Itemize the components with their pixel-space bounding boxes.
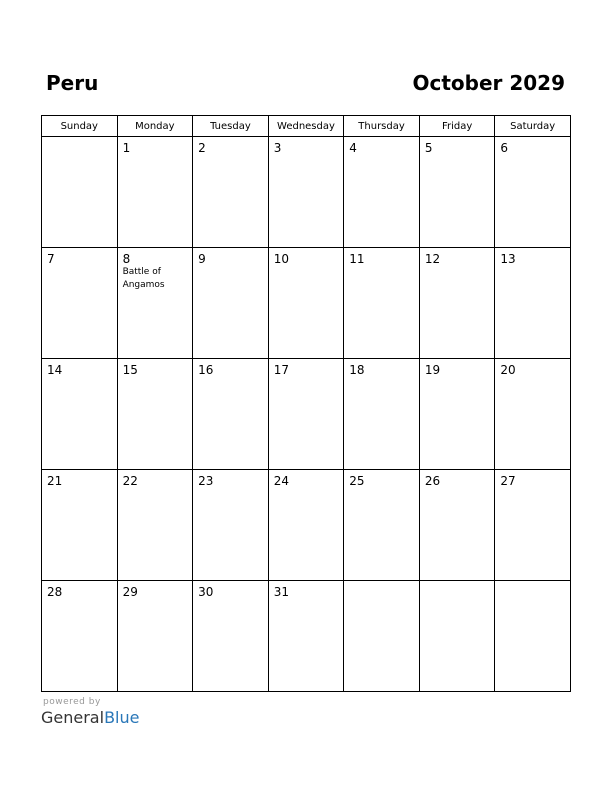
- day-number: 15: [122, 363, 138, 377]
- weekday-header: Friday: [419, 116, 495, 137]
- day-cell: [344, 581, 420, 692]
- day-cell: [117, 359, 193, 470]
- brand-part-general: General: [41, 708, 105, 727]
- weekday-header: Monday: [117, 116, 193, 137]
- week-row: [42, 470, 571, 581]
- day-cell: [344, 359, 420, 470]
- day-number: 16: [198, 363, 214, 377]
- day-cell: [419, 248, 495, 359]
- week-row: [42, 248, 571, 359]
- week-row: [42, 137, 571, 248]
- day-cell: [42, 137, 118, 248]
- day-number: 23: [198, 474, 214, 488]
- day-cell: [495, 248, 571, 359]
- day-number: 27: [500, 474, 516, 488]
- day-number: 1: [122, 141, 131, 155]
- day-number: 19: [424, 363, 441, 377]
- weekday-header: Saturday: [495, 116, 571, 137]
- day-number: 29: [122, 585, 138, 599]
- day-cell: [419, 137, 495, 248]
- day-cell: [268, 248, 344, 359]
- day-cell: [42, 581, 118, 692]
- day-cell: [117, 248, 193, 359]
- day-number: 20: [500, 363, 516, 377]
- day-cell: [495, 359, 571, 470]
- day-cell: [268, 581, 344, 692]
- day-number: 7: [47, 252, 55, 266]
- day-cell: [419, 470, 495, 581]
- week-row: [42, 581, 571, 692]
- calendar-body: [42, 137, 571, 692]
- month-title: October 2029: [412, 71, 565, 95]
- country-title: Peru: [46, 71, 99, 95]
- day-cell: [117, 470, 193, 581]
- day-number: 28: [47, 585, 63, 599]
- day-number: 24: [273, 474, 289, 488]
- day-number: 25: [349, 474, 365, 488]
- day-cell: [495, 581, 571, 692]
- day-number: 30: [198, 585, 214, 599]
- day-number: 6: [500, 141, 509, 155]
- day-cell: [268, 359, 344, 470]
- day-number: 9: [198, 252, 206, 266]
- day-cell: [117, 581, 193, 692]
- day-cell: [193, 470, 269, 581]
- day-number: 13: [500, 252, 516, 266]
- brand-part-blue: Blue: [104, 708, 140, 727]
- day-number: 4: [349, 141, 357, 155]
- day-cell: [193, 581, 269, 692]
- day-cell: [193, 248, 269, 359]
- powered-by-text: powered by: [43, 697, 101, 707]
- day-number: 22: [122, 474, 138, 488]
- day-cell: [344, 470, 420, 581]
- day-number: 5: [424, 141, 433, 155]
- day-cell: [117, 137, 193, 248]
- day-cell: [344, 137, 420, 248]
- day-number: 31: [273, 585, 289, 599]
- day-number: 3: [273, 141, 282, 155]
- day-number: 8: [122, 252, 131, 266]
- day-cell: [495, 137, 571, 248]
- day-cell: [419, 581, 495, 692]
- weekday-header: Wednesday: [268, 116, 344, 137]
- calendar-grid: [41, 115, 571, 692]
- day-number: 11: [349, 252, 365, 266]
- week-row: [42, 359, 571, 470]
- weekday-header: Tuesday: [193, 116, 269, 137]
- day-cell: [344, 248, 420, 359]
- day-number: 14: [47, 363, 63, 377]
- day-cell: [42, 359, 118, 470]
- day-cell: [42, 248, 118, 359]
- day-number: 10: [273, 252, 289, 266]
- day-number: 26: [424, 474, 441, 488]
- weekday-header: Sunday: [42, 116, 118, 137]
- day-cell: [268, 137, 344, 248]
- day-number: 18: [349, 363, 365, 377]
- generalblue-logo: [41, 708, 139, 728]
- day-cell: [419, 359, 495, 470]
- day-cell: [268, 470, 344, 581]
- day-cell: [193, 137, 269, 248]
- day-number: 21: [47, 474, 63, 488]
- day-number: 17: [273, 363, 289, 377]
- holiday-label: Battle of Angamos: [122, 267, 165, 290]
- day-cell: [42, 470, 118, 581]
- weekday-header: Thursday: [344, 116, 420, 137]
- day-cell: [193, 359, 269, 470]
- day-number: 12: [424, 252, 441, 266]
- weekday-header-row: [42, 116, 571, 137]
- day-number: 2: [198, 141, 206, 155]
- day-cell: [495, 470, 571, 581]
